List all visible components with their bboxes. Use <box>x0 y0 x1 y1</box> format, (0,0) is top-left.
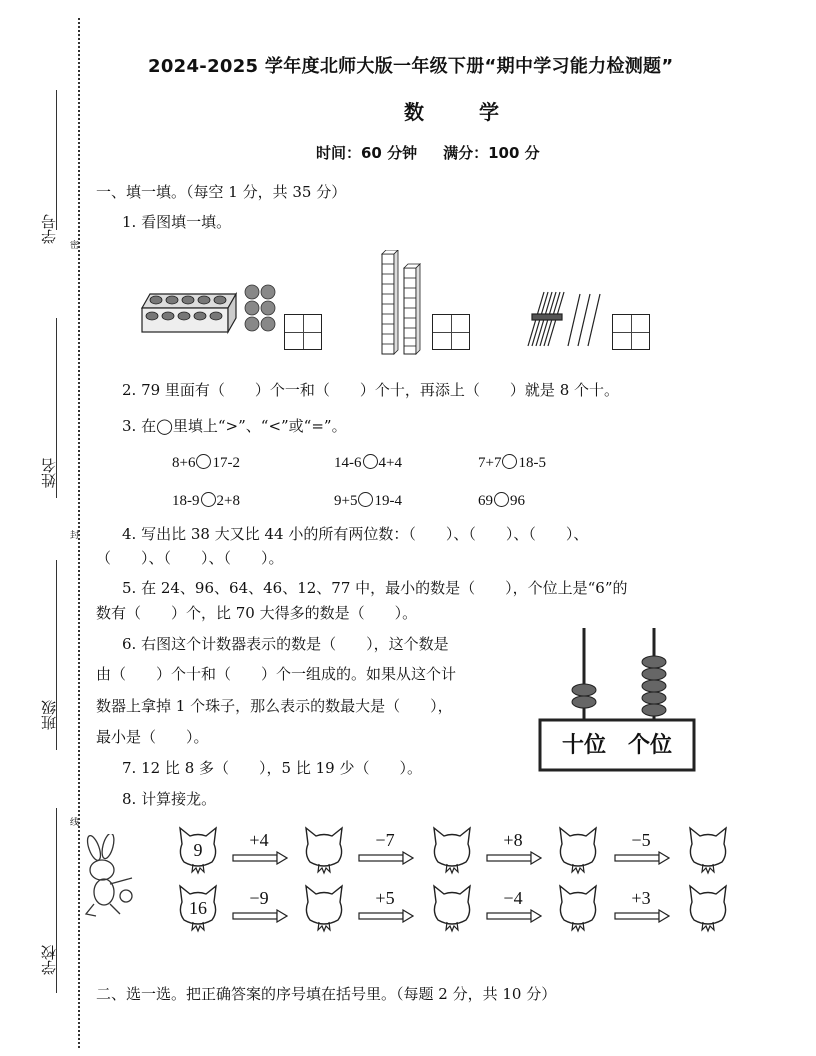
chain-operation-label: −5 <box>631 830 651 850</box>
seal-char-xian: 线 <box>70 818 80 828</box>
q6-line-2: 由（ ）个十和（ ）个一组成的。如果从这个计 <box>96 665 457 683</box>
q4-line-2: （ ）、（ ）、（ ）。 <box>96 549 284 567</box>
full-score: 满分：100 分 <box>443 144 540 162</box>
chain-answer-cat[interactable] <box>302 884 346 930</box>
chain-arrow-icon <box>232 850 288 869</box>
abacus-place-label: 十位 个位 <box>561 733 672 758</box>
chain-answer-cat[interactable] <box>430 884 474 930</box>
q3-item-2: 14-6 4+4 <box>334 455 402 471</box>
chain-start-number: 9 <box>193 840 203 860</box>
q3-item-5: 9+5 19-4 <box>334 493 402 509</box>
chain-arrow-icon <box>358 908 414 927</box>
q6-line-4: 最小是（ ）。 <box>96 728 209 746</box>
chain-operation-label: +4 <box>249 830 269 850</box>
chain-operation-label: −7 <box>375 830 395 850</box>
chain-arrow-icon <box>232 908 288 927</box>
chain-start-cat <box>176 884 220 930</box>
name-label: 姓名 <box>40 458 58 488</box>
chain-answer-cat[interactable] <box>556 884 600 930</box>
q6-line-3: 数器上拿掉 1 个珠子，那么表示的数最大是（ ）， <box>96 697 453 715</box>
seal-char-feng: 封 <box>70 531 80 541</box>
q2-text: 2. 79 里面有（ ）个一和（ ）个十，再添上（ ）就是 8 个十。 <box>122 381 620 399</box>
q7-text: 7. 12 比 8 多（ ），5 比 19 少（ ）。 <box>122 759 422 777</box>
q3-text: 3. 在◯里填上“>”、“<”或“=”。 <box>122 417 347 435</box>
chain-answer-cat[interactable] <box>302 826 346 872</box>
chain-start-cat <box>176 826 220 872</box>
chain-answer-cat[interactable] <box>556 826 600 872</box>
q3-item-1: 8+6 17-2 <box>172 455 240 471</box>
chain-answer-cat[interactable] <box>430 826 474 872</box>
chain-arrow-icon <box>486 850 542 869</box>
section2-heading: 二、选一选。把正确答案的序号填在括号里。（每题 2 分，共 10 分） <box>96 985 557 1003</box>
q3-item-4: 18-9 2+8 <box>172 493 240 509</box>
chain-arrow-icon <box>358 850 414 869</box>
class-label: 班级 <box>40 700 58 730</box>
q5-line-1: 5. 在 24、96、64、46、12、77 中，最小的数是（ ），个位上是“6”的 <box>122 579 628 597</box>
seal-char-mi: 密 <box>70 241 80 251</box>
q4-line-1: 4. 写出比 38 大又比 44 小的所有两位数：（ ）、（ ）、（ ）、 <box>122 525 589 543</box>
chain-arrow-icon <box>614 908 670 927</box>
chain-arrow-icon <box>486 908 542 927</box>
q3-item-3: 7+7 18-5 <box>478 455 546 471</box>
q3-item-6: 69 96 <box>478 493 525 509</box>
section1-heading: 一、填一填。（每空 1 分，共 35 分） <box>96 183 347 201</box>
q1-text: 1. 看图填一填。 <box>122 213 232 231</box>
chain-start-number: 16 <box>189 898 207 918</box>
chain-operation-label: −9 <box>249 888 269 908</box>
student-id-label: 学号 <box>40 214 58 244</box>
chain-operation-label: +3 <box>631 888 651 908</box>
chain-arrow-icon <box>614 850 670 869</box>
chain-operation-label: −4 <box>503 888 523 908</box>
chain-operation-label: +5 <box>375 888 395 908</box>
school-label: 学校 <box>40 945 58 975</box>
chain-operation-label: +8 <box>503 830 523 850</box>
q6-line-1: 6. 右图这个计数器表示的数是（ ），这个数是 <box>122 635 449 653</box>
exam-title: 2024-2025 学年度北师大版一年级下册“期中学习能力检测题” <box>148 56 674 77</box>
subject-title: 数 学 <box>404 100 523 124</box>
chain-answer-cat[interactable] <box>686 884 730 930</box>
chain-answer-cat[interactable] <box>686 826 730 872</box>
q5-line-2: 数有（ ）个，比 70 大得多的数是（ ）。 <box>96 604 418 622</box>
q8-text: 8. 计算接龙。 <box>122 790 217 808</box>
time-limit: 时间：60 分钟 <box>316 144 418 162</box>
